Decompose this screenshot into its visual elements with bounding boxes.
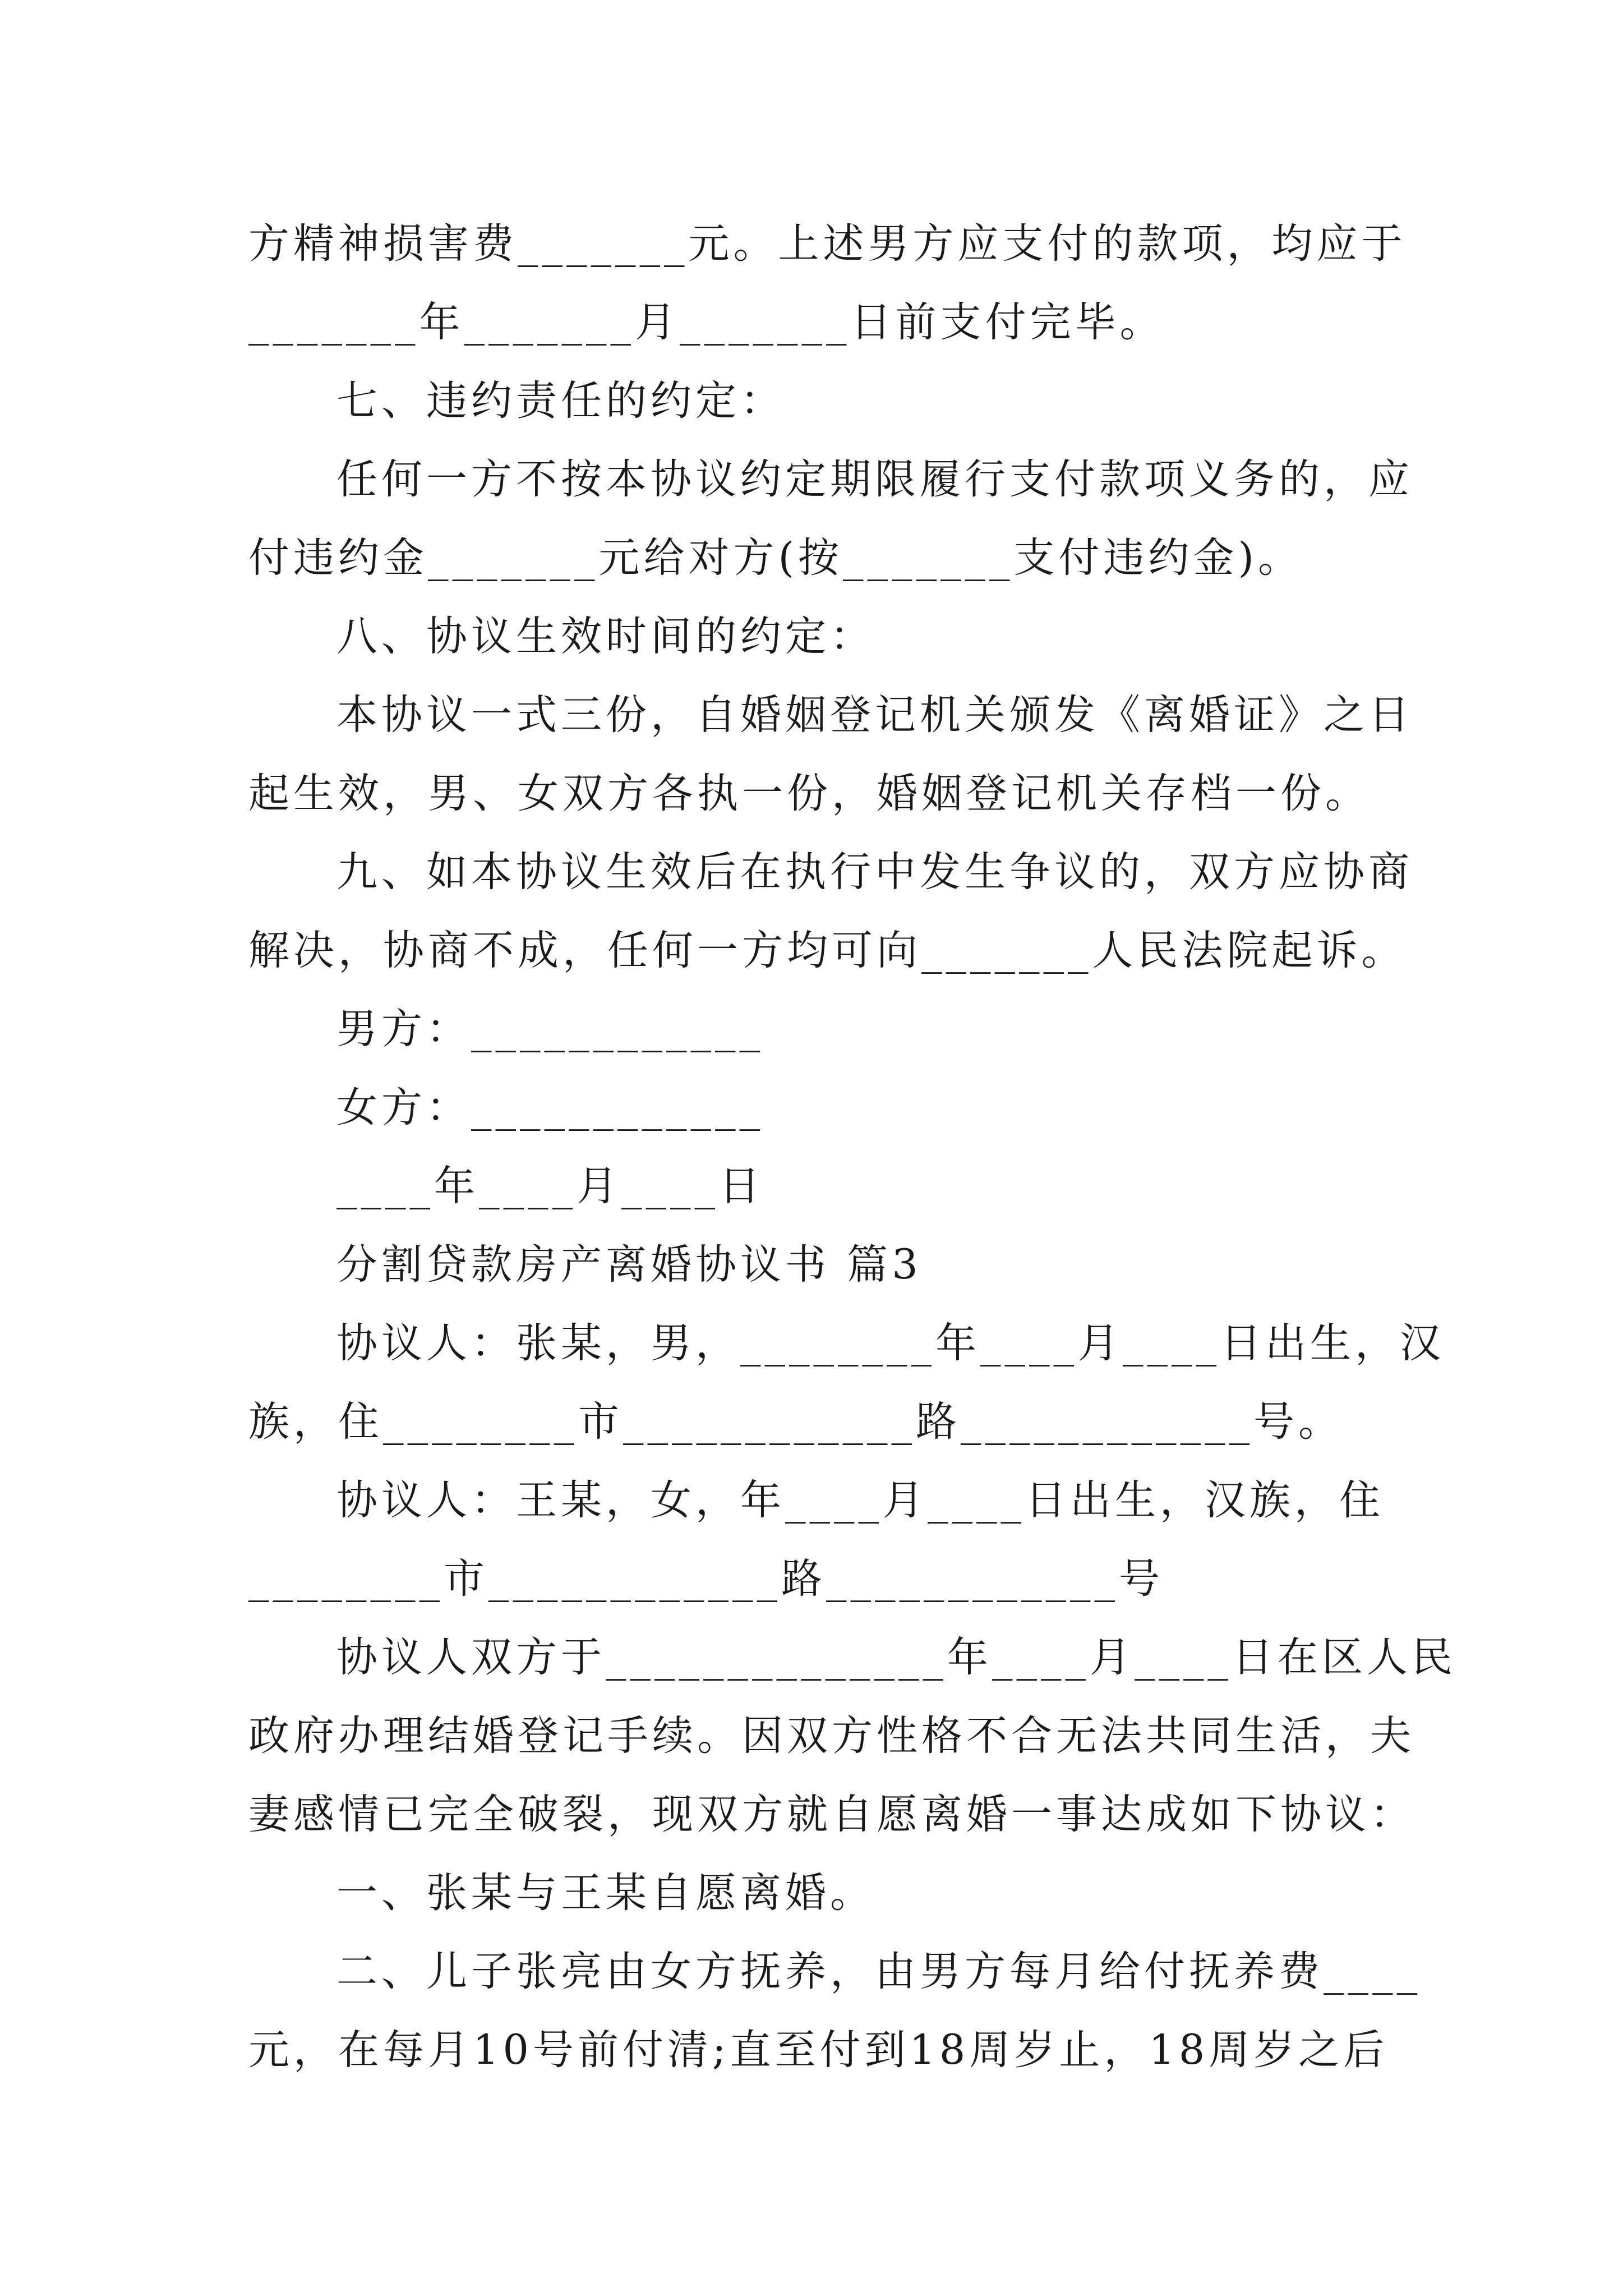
text-line: 协议人双方于______________年____月____日在区人民 [336,1634,1456,1681]
text-line: 本协议一式三份，自婚姻登记机关颁发《离婚证》之日 [336,691,1413,739]
clause-line: 二、儿子张亮由女方抚养，由男方每月给付抚养费____ [336,1948,1421,1995]
text-line: 元，在每月10号前付清;直至付到18周岁止，18周岁之后 [248,2026,1389,2074]
text-line: 九、如本协议生效后在执行中发生争议的，双方应协商 [336,848,1413,896]
section-heading: 七、违约责任的约定： [336,377,785,425]
text-line: 妻感情已完全破裂，现双方就自愿离婚一事达成如下协议： [248,1791,1415,1838]
text-line: 起生效，男、女双方各执一份，婚姻登记机关存档一份。 [248,770,1370,817]
text-line: 协议人：张某，男，________年____月____日出生，汉 [336,1319,1445,1367]
text-line: 协议人：王某，女，年____月____日出生，汉族，住 [336,1476,1384,1524]
text-line: 任何一方不按本协议约定期限履行支付款项义务的，应 [336,455,1413,503]
text-line: 族，住________市____________路____________号。 [248,1398,1343,1446]
text-line: _______年_______月_______日前支付完毕。 [248,298,1165,346]
signature-female-line: 女方：____________ [336,1084,764,1131]
section-heading: 八、协议生效时间的约定： [336,613,875,660]
text-line: 政府办理结婚登记手续。因双方性格不合无法共同生活，夫 [248,1712,1415,1760]
text-line: 方精神损害费_______元。上述男方应支付的款项，均应于 [248,220,1407,268]
text-line: ________市____________路____________号 [248,1555,1164,1603]
date-line: ____年____月____日 [336,1162,764,1210]
text-line: 解决，协商不成，任何一方均可向_______人民法院起诉。 [248,927,1407,974]
text-line: 付违约金_______元给对方(按_______支付违约金)。 [248,534,1303,582]
document-title: 分割贷款房产离婚协议书 篇3 [336,1241,922,1289]
signature-male-line: 男方：____________ [336,1005,764,1053]
clause-line: 一、张某与王某自愿离婚。 [336,1869,875,1917]
